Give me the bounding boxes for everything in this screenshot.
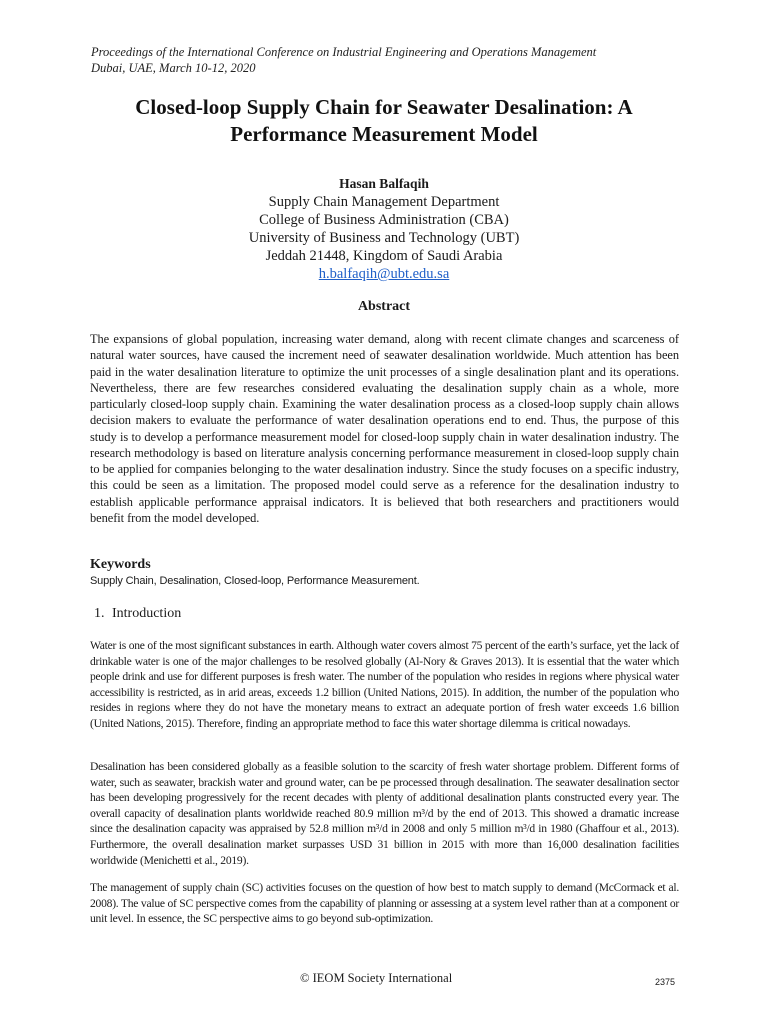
author-university: University of Business and Technology (UBT)	[248, 230, 520, 246]
copyright-footer: © IEOM Society International	[300, 971, 453, 985]
introduction-heading	[94, 606, 181, 622]
paper-title-line-1: Closed-loop Supply Chain for Seawater Desalination: A	[135, 95, 633, 119]
paper-title	[60, 94, 708, 148]
introduction-paragraph-3: The management of supply chain (SC) activities focuses on the question of how best to match supply to demand (McCormack et al. 2008). The value of SC perspective comes from the capability of planning or assessing at a system level rather than at a component or unit level. In essence, the SC perspective aims to go beyond sub-optimization.	[90, 881, 679, 926]
introduction-paragraph-1: Water is one of the most significant substances in earth. Although water covers almost 75 percent of the earth’s surface, yet the lack of drinkable water is one of the major challenges to be resolved globally (Al-Nory & Graves 2013). It is essential that the water which people drink and use for different purposes is fresh water. The number of the population who resides in regions where physical water accessibility is restricted, as in arid areas, exceeds 1.2 billion (United Nations, 2015). In addition, the number of the population who resides in regions where they do not have the monetary means to extract an adequate portion of fresh water exceeds 1.6 billion (United Nations, 2015). Therefore, finding an appropriate method to face this water shortage dilemma is critical nowadays.	[90, 639, 679, 730]
conference-header	[91, 44, 596, 76]
conference-name: Proceedings of the International Conference on Industrial Engineering and Operations Management	[91, 45, 597, 59]
author-department: Supply Chain Management Department	[268, 194, 500, 210]
author-college: College of Business Administration (CBA)	[259, 212, 509, 228]
page-number: 2375	[655, 977, 676, 987]
section-title: Introduction	[112, 606, 182, 621]
abstract-text: The expansions of global population, increasing water demand, along with recent climate changes and scarceness of natural water sources, have caused the increment need of seawater desalination worldwide. Much attention has been paid in the water desalination literature to optimize the unit processes of a single desalination plant and its operations. Nevertheless, there are few researches considered evaluating the desalination supply chain as a whole, more particularly closed-loop supply chain. Examining the water desalination process as a closed-loop supply chain allows decision makers to evaluate the performance of water desalination operations end to end. Thus, the purpose of this study is to develop a performance measurement model for closed-loop supply chain in water desalination industry. The research methodology is based on literature analysis concerning performance measurement in closed-loop supply chain to be applied for companies belonging to the water desalination industry. Since the study focuses on a specific industry, this could be seen as a limitation. The proposed model could serve as a reference for the desalination industry to establish applicable performance appraisal indicators. It is believed that both researchers and practitioners would benefit from the model developed.	[90, 332, 679, 525]
keywords-heading: Keywords	[90, 557, 151, 572]
abstract-heading: Abstract	[357, 299, 411, 314]
conference-location-date: Dubai, UAE, March 10-12, 2020	[91, 61, 256, 75]
section-number: 1.	[94, 606, 105, 621]
author-block	[60, 175, 708, 283]
author-address: Jeddah 21448, Kingdom of Saudi Arabia	[265, 248, 503, 264]
author-email-link[interactable]: h.balfaqih@ubt.edu.sa	[318, 266, 450, 282]
introduction-paragraph-2: Desalination has been considered globally as a feasible solution to the scarcity of fresh water shortage problem. Different forms of water, such as seawater, brackish water and ground water, can be pe processed through desalination. The seawater desalination sector has been developing progressively for the recent decades with plenty of additional desalination plants constructed every year. The overall capacity of desalination plants worldwide reached 80.9 million m³/d by the end of 2013. This showed a dramatic increase since the desalination capacity was appraised by 52.8 million m³/d in 2008 and only 5 million m³/d in 1980 (Ghaffour et al., 2013). Furthermore, the overall desalination market surpasses USD 31 billion in 2015 with more than 16,000 desalination facilities worldwide (Menichetti et al., 2019).	[90, 760, 679, 867]
author-name: Hasan Balfaqih	[339, 176, 429, 191]
keywords-text: Supply Chain, Desalination, Closed-loop, Performance Measurement.	[90, 575, 420, 587]
paper-title-line-2: Performance Measurement Model	[230, 122, 538, 146]
